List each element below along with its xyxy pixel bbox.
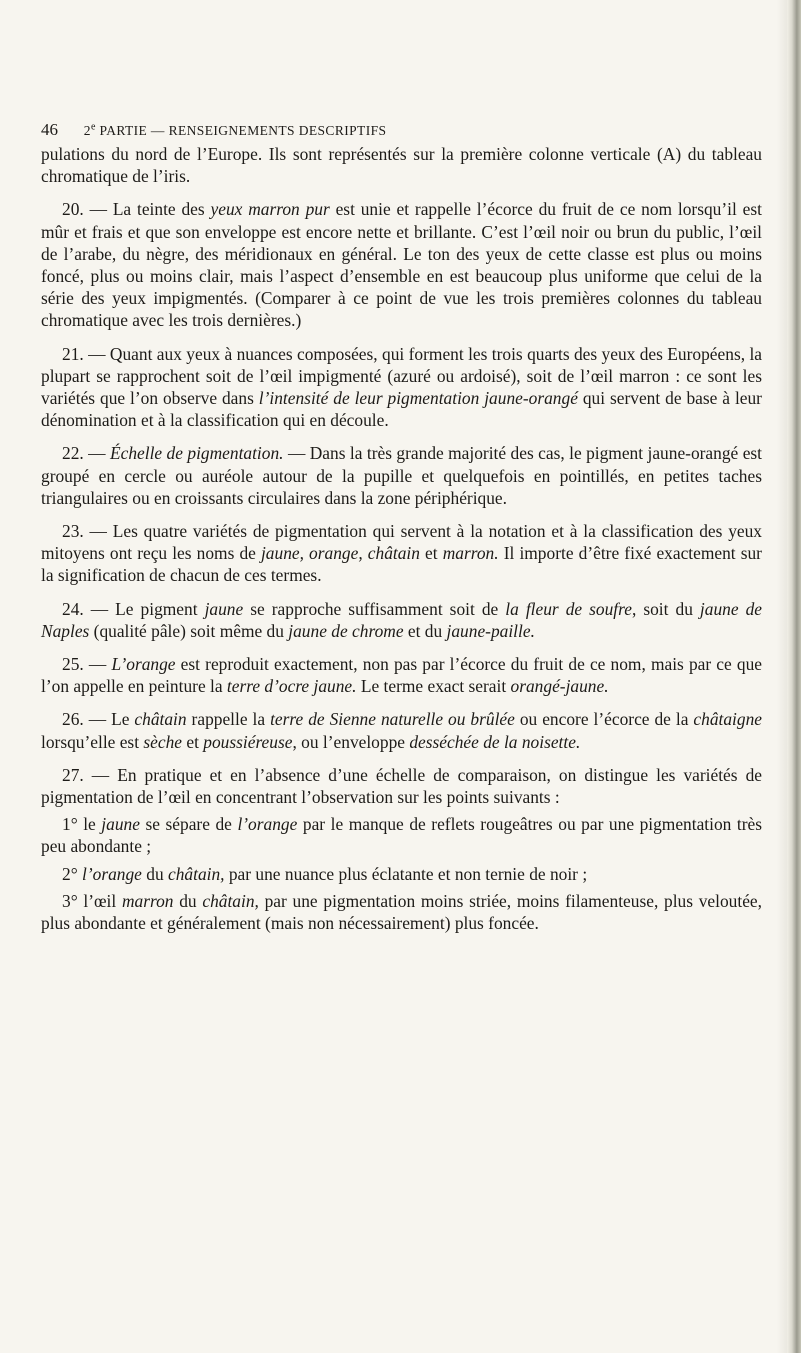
italic-term: châtain, [202,890,259,911]
italic-term: terre d’ocre jaune. [226,676,357,697]
italic-term: la fleur de soufre [505,598,632,619]
paragraph-text: 2° [62,863,82,884]
paragraph-text: et [419,543,443,564]
list-item-1 [41,813,762,857]
page-edge-shadow [777,0,787,1353]
italic-term: l’intensité de leur pigmentation jaune-orangé [258,388,578,409]
paragraph-26 [41,708,762,752]
italic-term: châtain, [168,863,225,884]
italic-term: châtaigne [693,709,762,730]
page-number: 46 [41,120,58,139]
italic-term: jaune [204,598,244,619]
italic-term: sèche [143,731,183,752]
paragraph-text: , ou l’enveloppe [292,731,410,752]
part-title [84,123,387,138]
paragraph-text: — Dans la très grande majorité des cas, le pigment jaune-orangé est groupé en cercle ou auréole autour de la pupille et quelquefois en pointillés, en petites taches triangulaires ou en croissants circulaires dans la zone périphérique. [41,443,763,508]
paragraph-text: du [141,863,168,884]
section-heading: Échelle de pigmentation. [109,443,284,464]
italic-term: l’orange [82,863,142,884]
part-number: 2 [83,123,91,138]
italic-term: jaune de Naples [41,598,762,641]
paragraph-text: se sépare de [139,814,238,835]
paragraph-text: 22. — [62,443,110,464]
list-item-2 [41,863,762,885]
italic-term: L’orange [111,654,176,675]
paragraph-text: par une pigmentation moins striée, moins filamenteuse, plus veloutée, plus abondante et généralement (mais non nécessairement) plus foncée. [41,890,762,934]
paragraph-text: et du [403,620,447,641]
italic-term: jaune [101,814,140,835]
italic-term: châtain [134,709,187,730]
paragraph-text: ou encore l’écorce de la [514,709,694,730]
paragraph-text: 3° l’œil [62,890,122,911]
part-ordinal: e [90,121,96,133]
paragraph-text: 24. — Le pigment [62,598,205,619]
italic-term: marron. [442,543,499,564]
italic-term: jaune-paille. [446,620,535,641]
italic-term: l’orange [237,814,298,835]
paragraph-text: du [173,890,203,911]
paragraph-text: est reproduit exactement, non pas par l’écorce du fruit de ce nom, mais par ce que l’on appelle en peinture la [41,654,763,697]
paragraph-text: Le terme exact serait [356,676,511,697]
paragraph-text: 25. — [62,654,112,675]
list-item-3 [41,890,762,934]
paragraph-text: rappelle la [186,709,271,730]
paragraph-25 [41,653,762,697]
paragraph-text: 20. — La teinte des [62,199,211,220]
italic-term: jaune, orange, châtain [260,543,420,564]
italic-term: desséchée de la noisette. [409,731,581,752]
paragraph-23 [41,520,762,587]
paragraph-24 [41,598,762,642]
paragraph-text: se rapproche suffisamment soit de [243,598,506,619]
paragraph-27 [41,764,762,808]
paragraph-text: et [182,731,204,752]
part-title-text: PARTIE — RENSEIGNEMENTS DESCRIPTIFS [95,123,387,138]
paragraph-text: 27. — En pratique et en l’absence d’une échelle de comparaison, on distingue les variétés de pigmentation de l’œil en concentrant l’observation sur les points suivants : [41,764,762,808]
italic-term: terre de Sienne naturelle ou brûlée [270,709,515,730]
paragraph-22 [41,442,762,509]
paragraph-text: Il importe d’être fixé exactement sur la signification de chacun de ces termes. [41,543,762,586]
italic-term: yeux marron pur [210,199,330,220]
paragraph-text: 23. — Les quatre variétés de pigmentation qui servent à la notation et à la classification des yeux mitoyens ont reçu les noms de [41,521,762,564]
paragraph-text: qui servent de base à leur dénomination et à la classification qui en découle. [41,388,762,431]
paragraph-text: lorsqu’elle est [41,731,144,752]
running-header [41,120,761,140]
italic-term: poussiéreuse [203,731,293,752]
paragraph-text: , soit du [631,598,700,619]
paragraph-continuation [41,143,762,187]
paragraph-20 [41,198,762,331]
paragraph-text: 1° le [62,814,102,835]
paragraph-text: 26. — Le [62,709,135,730]
italic-term: orangé-jaune. [510,676,609,697]
paragraph-text: par le manque de reflets rougeâtres ou par une pigmentation très peu abondante ; [41,814,762,857]
page-edge [787,0,801,1353]
paragraph-text: pulations du nord de l’Europe. Ils sont représentés sur la première colonne verticale (A) du tableau chromatique de l’iris. [41,144,762,187]
paragraph-text: par une nuance plus éclatante et non ternie de noir ; [224,863,588,884]
paragraph-text: 21. — Quant aux yeux à nuances composées, qui forment les trois quarts des yeux des Européens, la plupart se rapprochent soit de l’œil impigmenté (azuré ou ardoisé), soit de l’œil marron : ce sont les variétés que l’on observe dans [41,343,762,409]
paragraph-text: est unie et rappelle l’écorce du fruit de ce nom lorsqu’il est mûr et frais et que son enveloppe est encore nette et brillante. C’est l’œil noir ou brun du public, l’œil de l’arabe, du nègre, des méridionaux en général. Le ton des yeux de cette classe est plus ou moins foncé, plus ou moins clair, mais l’aspect d’ensemble en est beaucoup plus uniforme que celui de la série des yeux impigmentés. (Comparer à ce point de vue les trois premières colonnes du tableau chromatique avec les trois dernières.) [41,199,762,331]
italic-term: jaune de chrome [288,620,404,641]
paragraph-text: (qualité pâle) soit même du [89,620,289,641]
paragraph-21 [41,343,762,432]
body-text [41,143,762,934]
italic-term: marron [121,890,174,911]
